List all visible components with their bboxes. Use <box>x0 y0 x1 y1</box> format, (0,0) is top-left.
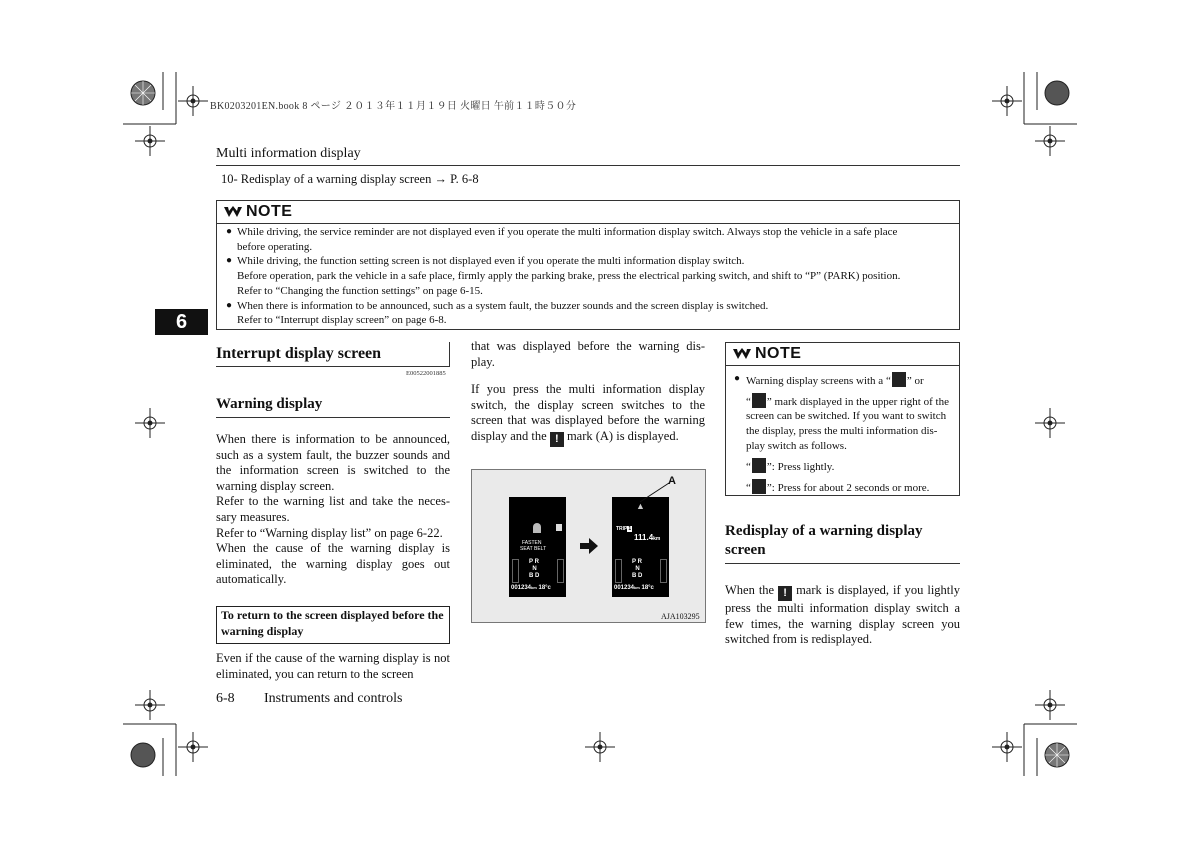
warning-screen <box>509 497 566 597</box>
redisplay-heading: Redisplay of a warning display screen <box>725 523 923 558</box>
trip-label: TRIP1 <box>616 526 632 532</box>
interrupt-display-heading: Interrupt display screen <box>216 345 382 362</box>
right-arrow-icon <box>580 538 598 554</box>
display-figure <box>471 469 706 623</box>
right-body-text: When the ! mark is displayed, if you lightly press the multi information display switch a few times, the warning display screen you switched from is redisplayed. <box>725 583 961 647</box>
note-header <box>726 343 959 366</box>
odometer: 001234km 18°c <box>614 585 654 591</box>
fuel-gauge <box>512 559 519 583</box>
note-header <box>217 201 959 224</box>
paragraph: Refer to the warning list and take the neces-sary measures. <box>216 494 450 524</box>
note-item: ● While driving, the service reminder are not displayed even if you operate the multi information display switch. Always stop the vehicle in a safe place <box>226 226 898 238</box>
note-logo <box>732 345 801 363</box>
callout-line <box>637 480 672 505</box>
press-lightly-line: “ ”: Press lightly. <box>734 458 956 475</box>
heading-bracket <box>216 342 450 367</box>
seatbelt-icon <box>533 523 541 533</box>
warning-mark-icon: ! <box>778 586 792 601</box>
callout-label-a: A <box>668 475 676 487</box>
switch-long-mark-icon <box>752 479 766 494</box>
right-note-box <box>725 342 960 496</box>
gear-indicator: P R N B D <box>529 559 540 579</box>
note-line: “ ” mark displayed in the upper right of the <box>734 393 956 410</box>
paragraph: When there is information to be announced, such as a system fault, the buzzer sounds and the information screen is switched to the warning display screen. <box>216 432 450 493</box>
note-continuation: Before operation, park the vehicle in a safe place, firmly apply the parking brake, press the electrical parking switch, and shift to “P” (PARK) position. <box>237 270 901 283</box>
switch-mark-icon <box>892 372 906 387</box>
gear-indicator: P R N B D <box>632 559 643 579</box>
figure-code: AJA103295 <box>661 612 700 621</box>
document-code: E00522001885 <box>406 370 446 377</box>
note-hand-icon <box>732 347 752 361</box>
note-item: ● While driving, the function setting screen is not displayed even if you operate the multi information display switch. <box>226 255 745 268</box>
top-note-box <box>216 200 960 330</box>
temp-gauge <box>557 559 564 583</box>
warning-mark-icon: ! <box>550 432 564 447</box>
press-long-line: “ ”: Press for about 2 seconds or more. <box>734 479 956 496</box>
reference-line: 10- Redisplay of a warning display screen → P. 6-8 <box>221 172 479 186</box>
chapter-tab: 6 <box>155 309 208 335</box>
odometer: 001234km 18°c <box>511 585 551 591</box>
fasten-text: FASTEN <box>522 540 542 546</box>
temp-gauge <box>660 559 667 583</box>
note-line: ● Warning display screens with a “ ” or <box>734 373 924 387</box>
note-label: NOTE <box>755 345 802 362</box>
note-logo <box>223 203 292 221</box>
header-rule <box>216 165 960 166</box>
paragraph: that was displayed before the warning dis-play. <box>471 339 705 369</box>
switch-long-mark-icon <box>752 393 766 408</box>
note-line: screen can be switched. If you want to switch <box>746 410 947 423</box>
previous-screen <box>612 497 669 597</box>
return-screen-subheading: To return to the screen displayed before the warning display <box>216 606 450 644</box>
subheading-rule <box>216 417 450 418</box>
paragraph: Refer to “Warning display list” on page 6-22. <box>216 525 443 540</box>
warning-triangle-icon: ▲ <box>636 501 645 511</box>
switch-mark-icon <box>752 458 766 473</box>
note-label: NOTE <box>246 203 293 220</box>
section-title: Multi information display <box>216 146 361 161</box>
trip-value: 111.4km <box>634 533 661 542</box>
note-line: play switch as follows. <box>746 439 847 452</box>
redisplay-rule <box>725 563 960 564</box>
note-continuation: Refer to “Interrupt display screen” on page 6-8. <box>237 314 447 327</box>
note-line: the display, press the multi information dis- <box>746 425 938 438</box>
print-header: BK0203201EN.book 8 ページ ２０１３年１１月１９日 火曜日 午前１１時５０分 <box>210 101 577 112</box>
left-bottom-text: Even if the cause of the warning display is not eliminated, you can return to the screen <box>216 651 450 681</box>
left-body-text <box>216 432 450 588</box>
note-continuation: Refer to “Changing the function settings” on page 6-15. <box>237 284 483 297</box>
note-hand-icon <box>223 205 243 219</box>
paragraph: When the cause of the warning display is eliminated, the warning display goes out automatically. <box>216 541 450 587</box>
middle-body-text <box>471 339 705 447</box>
note-continuation: before operating. <box>237 240 313 253</box>
switch-mark-icon <box>556 524 562 531</box>
footer-chapter: Instruments and controls <box>264 691 403 706</box>
note-item: ● When there is information to be announced, such as a system fault, the buzzer sounds and the screen display is switched. <box>226 299 769 312</box>
warning-display-heading: Warning display <box>216 396 323 412</box>
seat-belt-text: SEAT BELT <box>520 546 547 552</box>
page-number: 6-8 <box>216 691 235 706</box>
paragraph: If you press the multi information display switch, the display screen switches to the screen that was displayed before the warning display and the ! mark (A) is displayed. <box>471 382 705 445</box>
fuel-gauge <box>615 559 622 583</box>
